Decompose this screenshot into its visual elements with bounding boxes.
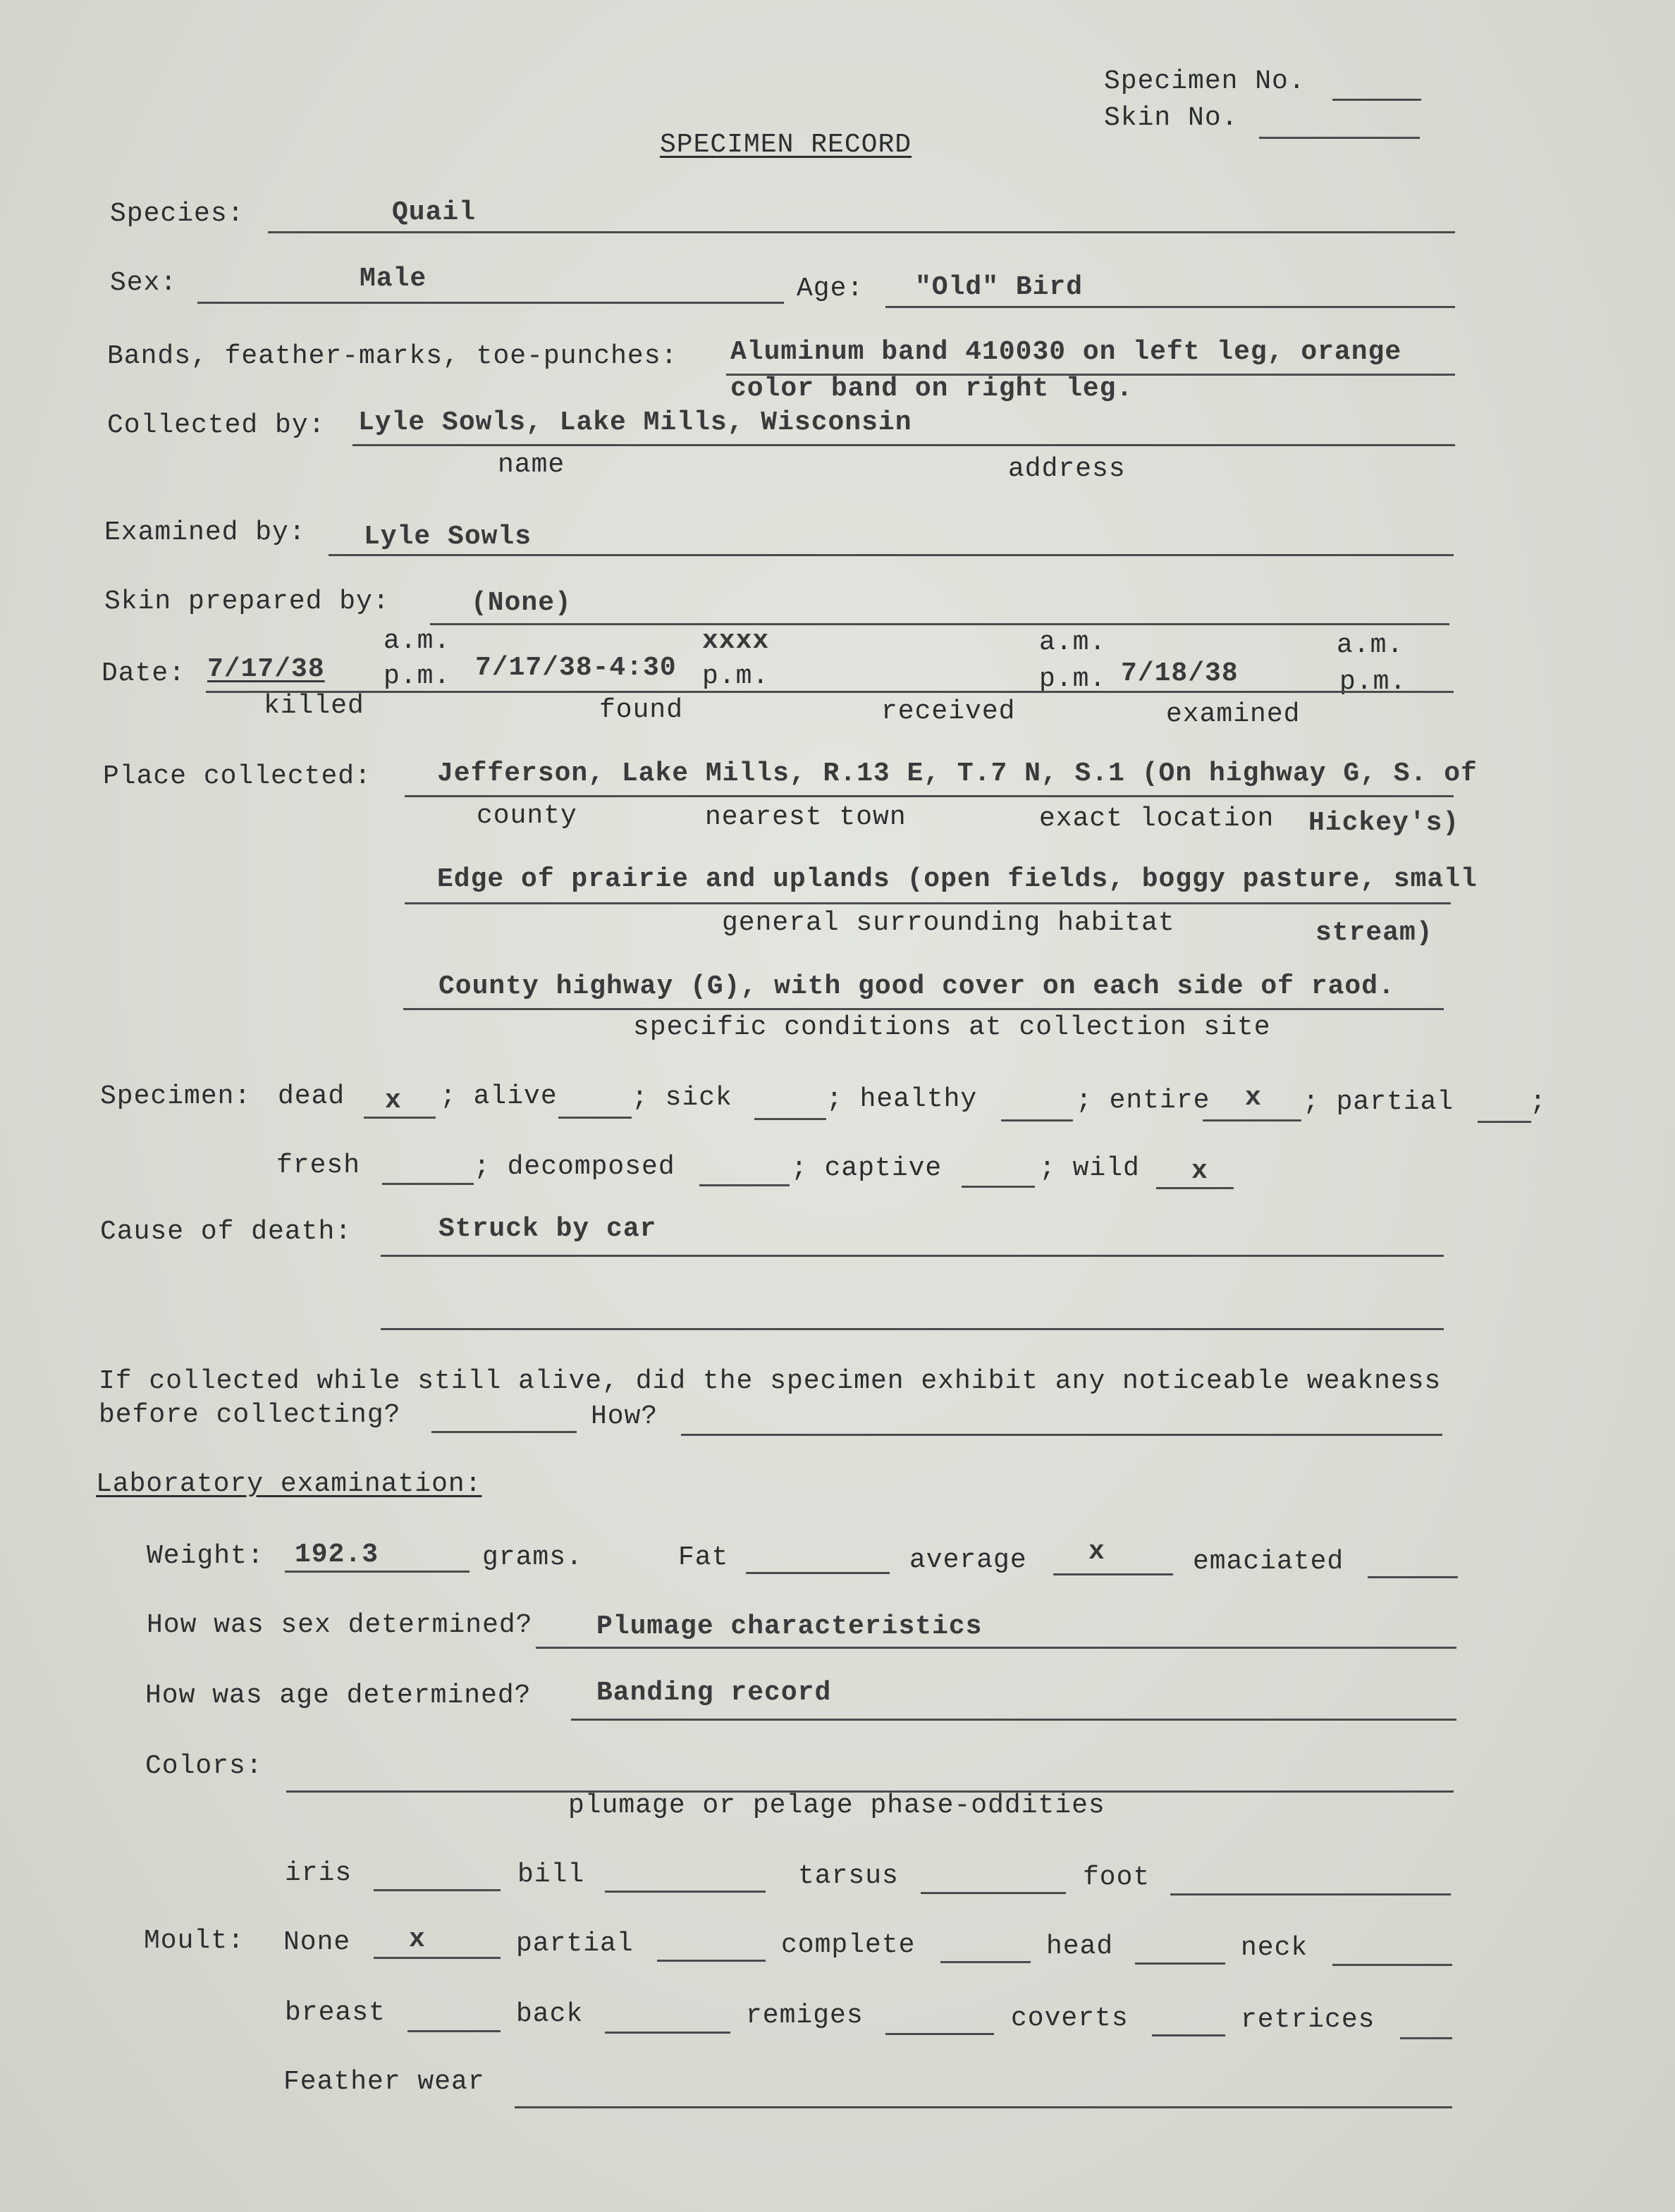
foot-line [1170, 1893, 1451, 1895]
killed-caption: killed [264, 691, 364, 721]
moult-coverts-line [1152, 2034, 1225, 2036]
collected-label: Collected by: [107, 410, 326, 441]
specimen-entire-mark: x [1245, 1083, 1262, 1113]
examined-line [329, 554, 1454, 556]
moult-breast-label: breast [285, 1998, 386, 2028]
moult-head-label: head [1046, 1931, 1114, 1962]
habitat-cont: stream) [1315, 918, 1433, 948]
specimen-label: Specimen: [100, 1081, 252, 1112]
date-examined-pm: p.m. [1039, 664, 1107, 694]
moult-none-label: None [283, 1927, 351, 1958]
moult-none-line [374, 1957, 501, 1959]
place-label: Place collected: [103, 761, 372, 792]
partial-line [1478, 1121, 1531, 1123]
alive-line [558, 1117, 632, 1119]
average-line [1053, 1573, 1173, 1575]
how-answer-line [681, 1434, 1442, 1436]
conditions-value: County highway (G), with good cover on each side of raod. [438, 971, 1395, 1002]
alive-question-line2: before collecting? [99, 1400, 401, 1430]
foot-label: foot [1083, 1862, 1151, 1893]
date-found-am: a.m. [384, 626, 451, 656]
emaciated-line [1368, 1576, 1458, 1578]
moult-neck-label: neck [1241, 1933, 1308, 1963]
moult-label: Moult: [144, 1926, 245, 1956]
place-line1 [405, 795, 1454, 797]
alive-question-how: How? [591, 1401, 658, 1432]
date-line [206, 691, 1454, 693]
moult-complete-line [940, 1961, 1031, 1963]
specimen-sick: ; sick [632, 1083, 732, 1113]
moult-retrices-line [1400, 2037, 1452, 2039]
tarsus-label: tarsus [798, 1861, 899, 1891]
species-value: Quail [392, 197, 477, 228]
date-examined-value: 7/18/38 [1121, 658, 1239, 689]
moult-retrices-label: retrices [1241, 2005, 1375, 2035]
moult-neck-line [1332, 1964, 1452, 1966]
age-question: How was age determined? [145, 1680, 532, 1711]
date-extra-pm: p.m. [1339, 667, 1407, 697]
age-label: Age: [797, 274, 864, 304]
sex-answer-line [536, 1647, 1456, 1649]
bands-value-2: color band on right leg. [730, 374, 1134, 404]
collected-value: Lyle Sowls, Lake Mills, Wisconsin [358, 407, 912, 438]
bill-line [605, 1891, 766, 1893]
sex-value: Male [360, 264, 427, 294]
sex-label: Sex: [110, 268, 178, 298]
moult-back-label: back [516, 1999, 584, 2029]
weight-value: 192.3 [295, 1540, 379, 1570]
town-caption: nearest town [705, 802, 907, 832]
habitat-caption: general surrounding habitat [722, 908, 1175, 938]
specimen-fresh: fresh [276, 1150, 361, 1181]
moult-remiges-line [885, 2033, 994, 2035]
death-line-1 [381, 1255, 1444, 1257]
skin-prep-label: Skin prepared by: [104, 586, 390, 617]
fresh-line [382, 1183, 474, 1185]
habitat-line [405, 902, 1451, 904]
healthy-line [1001, 1119, 1073, 1122]
skin-prep-value: (None) [471, 588, 572, 618]
age-line [885, 306, 1455, 308]
bill-label: bill [517, 1860, 585, 1890]
fat-line [746, 1572, 890, 1574]
moult-coverts-label: coverts [1011, 2003, 1129, 2034]
moult-remiges-label: remiges [746, 2001, 864, 2031]
tarsus-line [921, 1892, 1066, 1894]
sex-question: How was sex determined? [147, 1610, 533, 1640]
date-killed-value: 7/17/38 [207, 654, 325, 684]
species-label: Species: [110, 199, 245, 229]
lab-heading: Laboratory examination: [96, 1469, 482, 1499]
examined-value: Lyle Sowls [364, 522, 532, 552]
specimen-dead-mark: x [385, 1086, 402, 1116]
death-line-2 [381, 1328, 1444, 1330]
conditions-line [403, 1008, 1444, 1010]
conditions-caption: specific conditions at collection site [633, 1012, 1271, 1043]
date-received-pm: p.m. [702, 661, 770, 692]
emaciated-label: emaciated [1193, 1547, 1344, 1577]
moult-back-line [605, 2032, 730, 2034]
address-caption: address [1008, 454, 1126, 484]
county-caption: county [477, 801, 577, 831]
date-extra-am: a.m. [1337, 630, 1404, 660]
colors-label: Colors: [145, 1751, 263, 1781]
location-caption: exact location [1039, 804, 1275, 834]
specimen-captive: ; captive [791, 1153, 943, 1184]
specimen-partial: ; partial [1303, 1087, 1454, 1117]
moult-partial-line [657, 1960, 766, 1962]
moult-none-mark: x [409, 1924, 426, 1955]
received-caption: received [881, 696, 1016, 727]
death-value: Struck by car [438, 1214, 657, 1244]
date-found-value: 7/17/38-4:30 [475, 653, 677, 683]
moult-partial-label: partial [516, 1929, 634, 1959]
fat-label: Fat [678, 1542, 729, 1573]
sex-answer: Plumage characteristics [596, 1611, 983, 1642]
average-mark: x [1088, 1537, 1105, 1567]
weight-label: Weight: [147, 1541, 264, 1571]
place-line1-cont: Hickey's) [1308, 808, 1460, 838]
decomposed-line [699, 1184, 790, 1186]
iris-line [374, 1889, 501, 1891]
skin-no-label: Skin No. [1104, 103, 1239, 133]
specimen-dead: dead [278, 1081, 345, 1112]
entire-line [1203, 1119, 1301, 1122]
alive-question-line1: If collected while still alive, did the specimen exhibit any noticeable weakness [99, 1366, 1442, 1396]
species-line [268, 231, 1455, 233]
page-title: SPECIMEN RECORD [660, 130, 912, 160]
moult-head-line [1135, 1962, 1225, 1965]
specimen-healthy: ; healthy [826, 1084, 978, 1114]
age-answer-line [571, 1719, 1456, 1721]
specimen-alive: ; alive [440, 1081, 558, 1112]
dead-line [364, 1117, 436, 1119]
skin-prep-line [430, 623, 1449, 625]
iris-label: iris [285, 1858, 352, 1888]
weight-line [285, 1571, 470, 1573]
bands-value-1: Aluminum band 410030 on left leg, orange [730, 337, 1402, 367]
collected-line [352, 444, 1455, 446]
captive-line [962, 1186, 1035, 1188]
age-value: "Old" Bird [915, 272, 1084, 302]
death-label: Cause of death: [100, 1217, 352, 1247]
found-caption: found [599, 695, 684, 725]
specimen-partial-semicolon: ; [1530, 1087, 1547, 1117]
specimen-no-label: Specimen No. [1104, 66, 1306, 97]
colors-caption: plumage or pelage phase-oddities [568, 1790, 1105, 1821]
sick-line [754, 1118, 826, 1120]
feather-wear-line [515, 2106, 1452, 2108]
wild-line [1156, 1187, 1234, 1189]
specimen-decomposed: ; decomposed [474, 1152, 675, 1182]
skin-no-line [1259, 137, 1420, 139]
moult-breast-line [407, 2030, 501, 2032]
habitat-value: Edge of prairie and uplands (open fields, boggy pasture, small [437, 864, 1478, 895]
place-line1-value: Jefferson, Lake Mills, R.13 E, T.7 N, S.1 (On highway G, S. of [437, 758, 1478, 789]
average-label: average [909, 1545, 1027, 1575]
specimen-wild: ; wild [1039, 1153, 1140, 1184]
date-received-am-struck: xxxx [702, 626, 770, 656]
moult-complete-label: complete [781, 1930, 916, 1960]
grams-label: grams. [482, 1542, 583, 1573]
feather-wear-label: Feather wear [283, 2067, 485, 2097]
date-found-pm: p.m. [384, 661, 451, 692]
specimen-wild-mark: x [1191, 1156, 1208, 1186]
sex-line [197, 302, 784, 304]
name-caption: name [498, 450, 565, 480]
date-examined-am: a.m. [1039, 627, 1107, 658]
examined-caption: examined [1166, 699, 1301, 730]
weakness-answer-line [431, 1431, 577, 1433]
examined-label: Examined by: [104, 517, 306, 548]
date-label: Date: [102, 658, 186, 689]
specimen-entire: ; entire [1076, 1086, 1210, 1116]
bands-label: Bands, feather-marks, toe-punches: [107, 341, 678, 371]
specimen-no-line [1332, 99, 1421, 101]
age-answer: Banding record [596, 1678, 832, 1708]
